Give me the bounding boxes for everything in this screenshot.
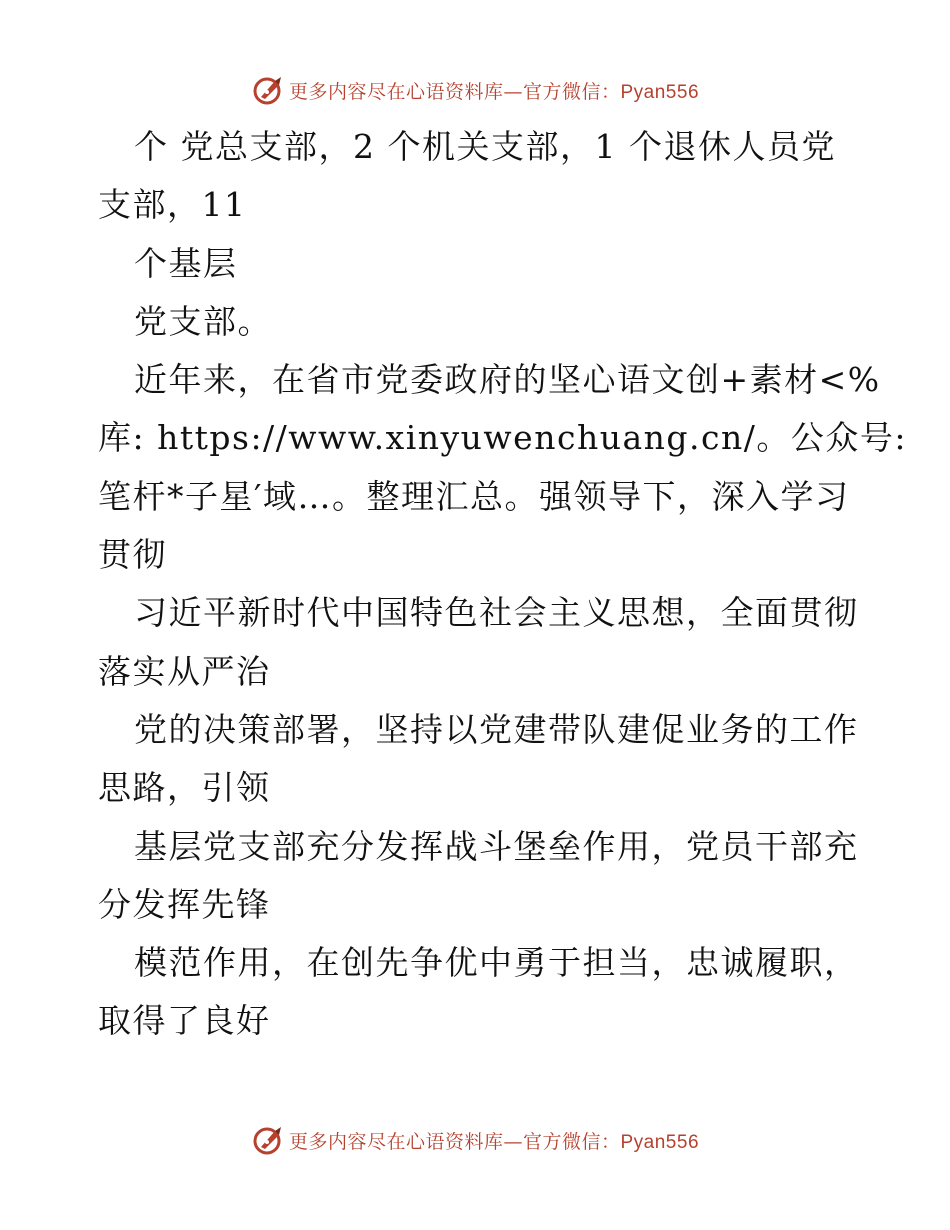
body-line: 近年来，在省市党委政府的坚心语文创+素材<% [134,360,881,400]
body-line: 基层党支部充分发挥战斗堡垒作用，党员干部充 [134,826,859,866]
body-line: 贯彻 [98,535,167,575]
body-line: 习近平新时代中国特色社会主义思想，全面贯彻 [134,593,859,633]
body-line: 思路，引领 [98,768,271,808]
body-line: 个基层 [134,243,238,283]
body-line: 支部，11 [98,185,247,225]
footer-banner-text: 更多内容尽在心语资料库—官方微信：Pyan556 [288,1130,700,1153]
body-line: 党的决策部署，坚持以党建带队建促业务的工作 [134,709,859,749]
header-banner-text: 更多内容尽在心语资料库—官方微信：Pyan556 [288,80,700,103]
footer-wechat-handle: Pyan556 [620,1131,700,1153]
header-banner [0,70,950,110]
body-line: 落实从严治 [98,651,271,691]
body-line: 笔杆*子星′域…。整理汇总。强领导下，深入学习 [98,476,850,516]
body-line: 取得了良好 [98,1001,271,1041]
body-line: 个 党总支部，2 个机关支部，1 个退休人员党 [134,127,836,166]
body-line: 库: https://www.xinyuwenchuang.cn/。公众号: [98,418,907,458]
pen-nib-logo-icon [251,1123,285,1157]
body-line: 分发挥先锋 [98,884,271,924]
document-body [98,118,907,1051]
header-wechat-handle: Pyan556 [620,81,700,103]
body-line: 党支部。 [134,301,272,341]
body-line: 模范作用，在创先争优中勇于担当，忠诚履职， [134,943,859,983]
pen-nib-logo-icon [251,73,285,107]
footer-banner [0,1120,950,1160]
